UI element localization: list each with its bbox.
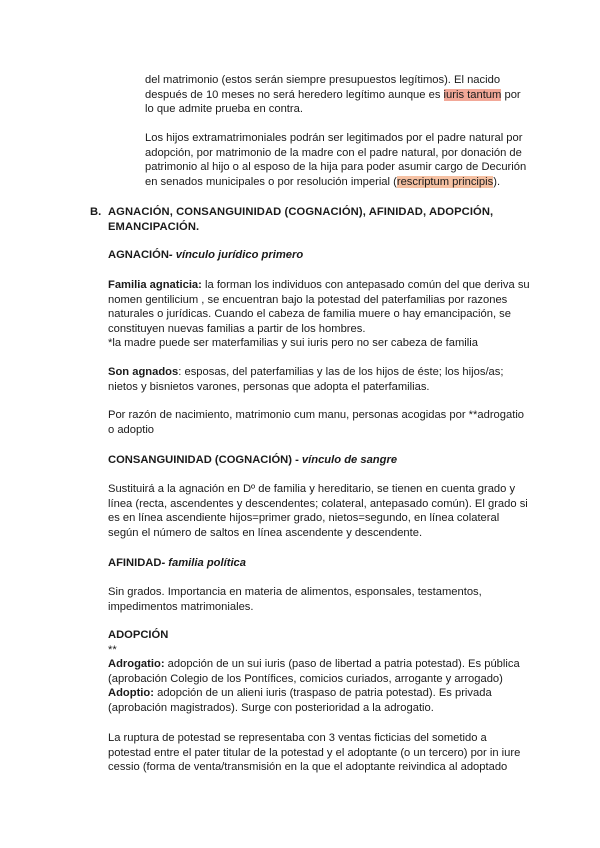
title-italic: - familia política — [161, 557, 246, 569]
text-line: línea (recta, ascendentes y descendentes; colateral, antepasado común). El grado si — [108, 497, 528, 510]
heading-line: AGNACIÓN, CONSANGUINIDAD (COGNACIÓN), AFINIDAD, ADOPCIÓN, — [108, 206, 494, 218]
paragraph-ruptura — [108, 731, 528, 775]
text-line — [108, 657, 528, 672]
afinidad-title — [108, 556, 528, 571]
text-segment: : esposas, del paterfamilias y las de los hijos de éste; los hijos/as; — [178, 366, 504, 378]
term-label: Adrogatio: — [108, 658, 165, 671]
term-label: Adoptio: — [108, 687, 154, 700]
title-bold: AGNACIÓN — [108, 249, 169, 261]
text-segment: en senados municipales o por resolución imperial ( — [145, 175, 397, 188]
text-line: impedimentos matrimoniales. — [108, 600, 254, 613]
adopcion-title: ADOPCIÓN — [108, 629, 169, 641]
highlight-rescriptum: rescriptum principis — [396, 175, 494, 188]
text-line: o adoptio — [108, 423, 155, 436]
term-label: Familia agnaticia: — [108, 279, 202, 291]
highlight-iuris-tantum: iuris tantum — [443, 88, 502, 101]
text-line: según el número de saltos en línea ascendente y descendente. — [108, 526, 423, 539]
paragraph-hijos-extramatrimoniales — [145, 131, 525, 189]
title-bold: CONSANGUINIDAD (COGNACIÓN) - — [108, 454, 299, 466]
text-line — [108, 278, 528, 293]
agnacion-title — [108, 248, 528, 263]
text-segment: por — [501, 88, 521, 101]
text-segment: después de 10 meses no será heredero legítimo aunque es — [145, 88, 444, 101]
section-b-heading — [90, 205, 508, 235]
text-segment: adopción de un alieni iuris (traspaso de patria potestad). Es privada — [153, 687, 492, 700]
text-line: es en línea ascendiente hijos=primer grado, nietos=segundo, en línea colateral — [108, 512, 500, 525]
text-line: *la madre puede ser materfamilias y sui iuris pero no ser cabeza de familia — [108, 337, 478, 350]
paragraph-afinidad — [108, 585, 528, 614]
text-line — [145, 88, 525, 103]
text-line: Por razón de nacimiento, matrimonio cum manu, personas acogidas por **adrogatio — [108, 409, 525, 421]
text-line: potestad entre el pater titular de la potestad y el adoptante (o un tercero) por in iure — [108, 746, 521, 759]
footnote-marker: ** — [108, 643, 117, 656]
title-italic: - vínculo jurídico primero — [168, 249, 304, 261]
text-segment: adopción de un sui iuris (paso de libertad a patria potestad). Es pública — [164, 658, 520, 671]
text-line: Los hijos extramatrimoniales podrán ser legitimados por el padre natural por — [145, 132, 523, 144]
text-line: (aprobación magistrados). Surge con posterioridad a la adrogatio. — [108, 701, 434, 714]
title-line — [108, 248, 528, 263]
text-line: nietos y bisnietos varones, personas que adopta el paterfamilias. — [108, 380, 430, 393]
title-bold: AFINIDAD — [108, 557, 162, 569]
text-line: Sin grados. Importancia en materia de alimentos, esponsales, testamentos, — [108, 586, 482, 598]
text-line: Sustituirá a la agnación en Dº de familia y hereditario, se tienen en cuenta grado y — [108, 483, 516, 495]
text-line — [108, 686, 528, 701]
text-segment: la forman los individuos con antepasado común del que deriva su — [201, 279, 530, 291]
paragraph-nacido — [145, 73, 525, 117]
text-line — [145, 175, 525, 190]
title-line — [108, 453, 528, 468]
text-line: patrimonio al hijo o al esposo de la hija para poder asumir cargo de Decurión — [145, 161, 527, 174]
title-italic: vínculo de sangre — [298, 454, 398, 466]
section-letter: B. — [90, 206, 102, 218]
text-line: constituyen nuevas familias a partir de los hombres. — [108, 322, 366, 335]
paragraph-por-razon — [108, 408, 528, 437]
text-line: La ruptura de potestad se representaba con 3 ventas ficticias del sometido a — [108, 732, 487, 744]
text-line — [108, 365, 528, 380]
paragraph-familia-agnaticia — [108, 278, 528, 351]
text-line: adopción, por matrimonio de la madre con el padre natural, por donación de — [145, 146, 522, 159]
consanguinidad-title — [108, 453, 528, 468]
text-line: cessio (forma de venta/transmisión en la que el adoptante reivindica al adoptado — [108, 761, 508, 774]
text-line: del matrimonio (estos serán siempre presupuestos legítimos). El nacido — [145, 74, 501, 86]
text-line: (aprobación Colegio de los Pontífices, comicios curiados, arrogante y arrogado) — [108, 672, 503, 685]
term-label: Son agnados — [108, 366, 179, 378]
text-line: nomen gentilicium , se encuentran bajo la potestad del paterfamilias por razones — [108, 293, 508, 306]
text-segment: ). — [493, 175, 501, 188]
title-line — [108, 556, 528, 571]
heading-line: EMANCIPACIÓN. — [108, 221, 200, 233]
text-line: lo que admite prueba en contra. — [145, 103, 303, 116]
text-line: naturales o jurídicas. Cuando el cabeza de familia muere o hay emancipación, se — [108, 308, 511, 321]
paragraph-consanguinidad — [108, 482, 528, 540]
section-adopcion — [108, 628, 528, 716]
paragraph-son-agnados — [108, 365, 528, 394]
